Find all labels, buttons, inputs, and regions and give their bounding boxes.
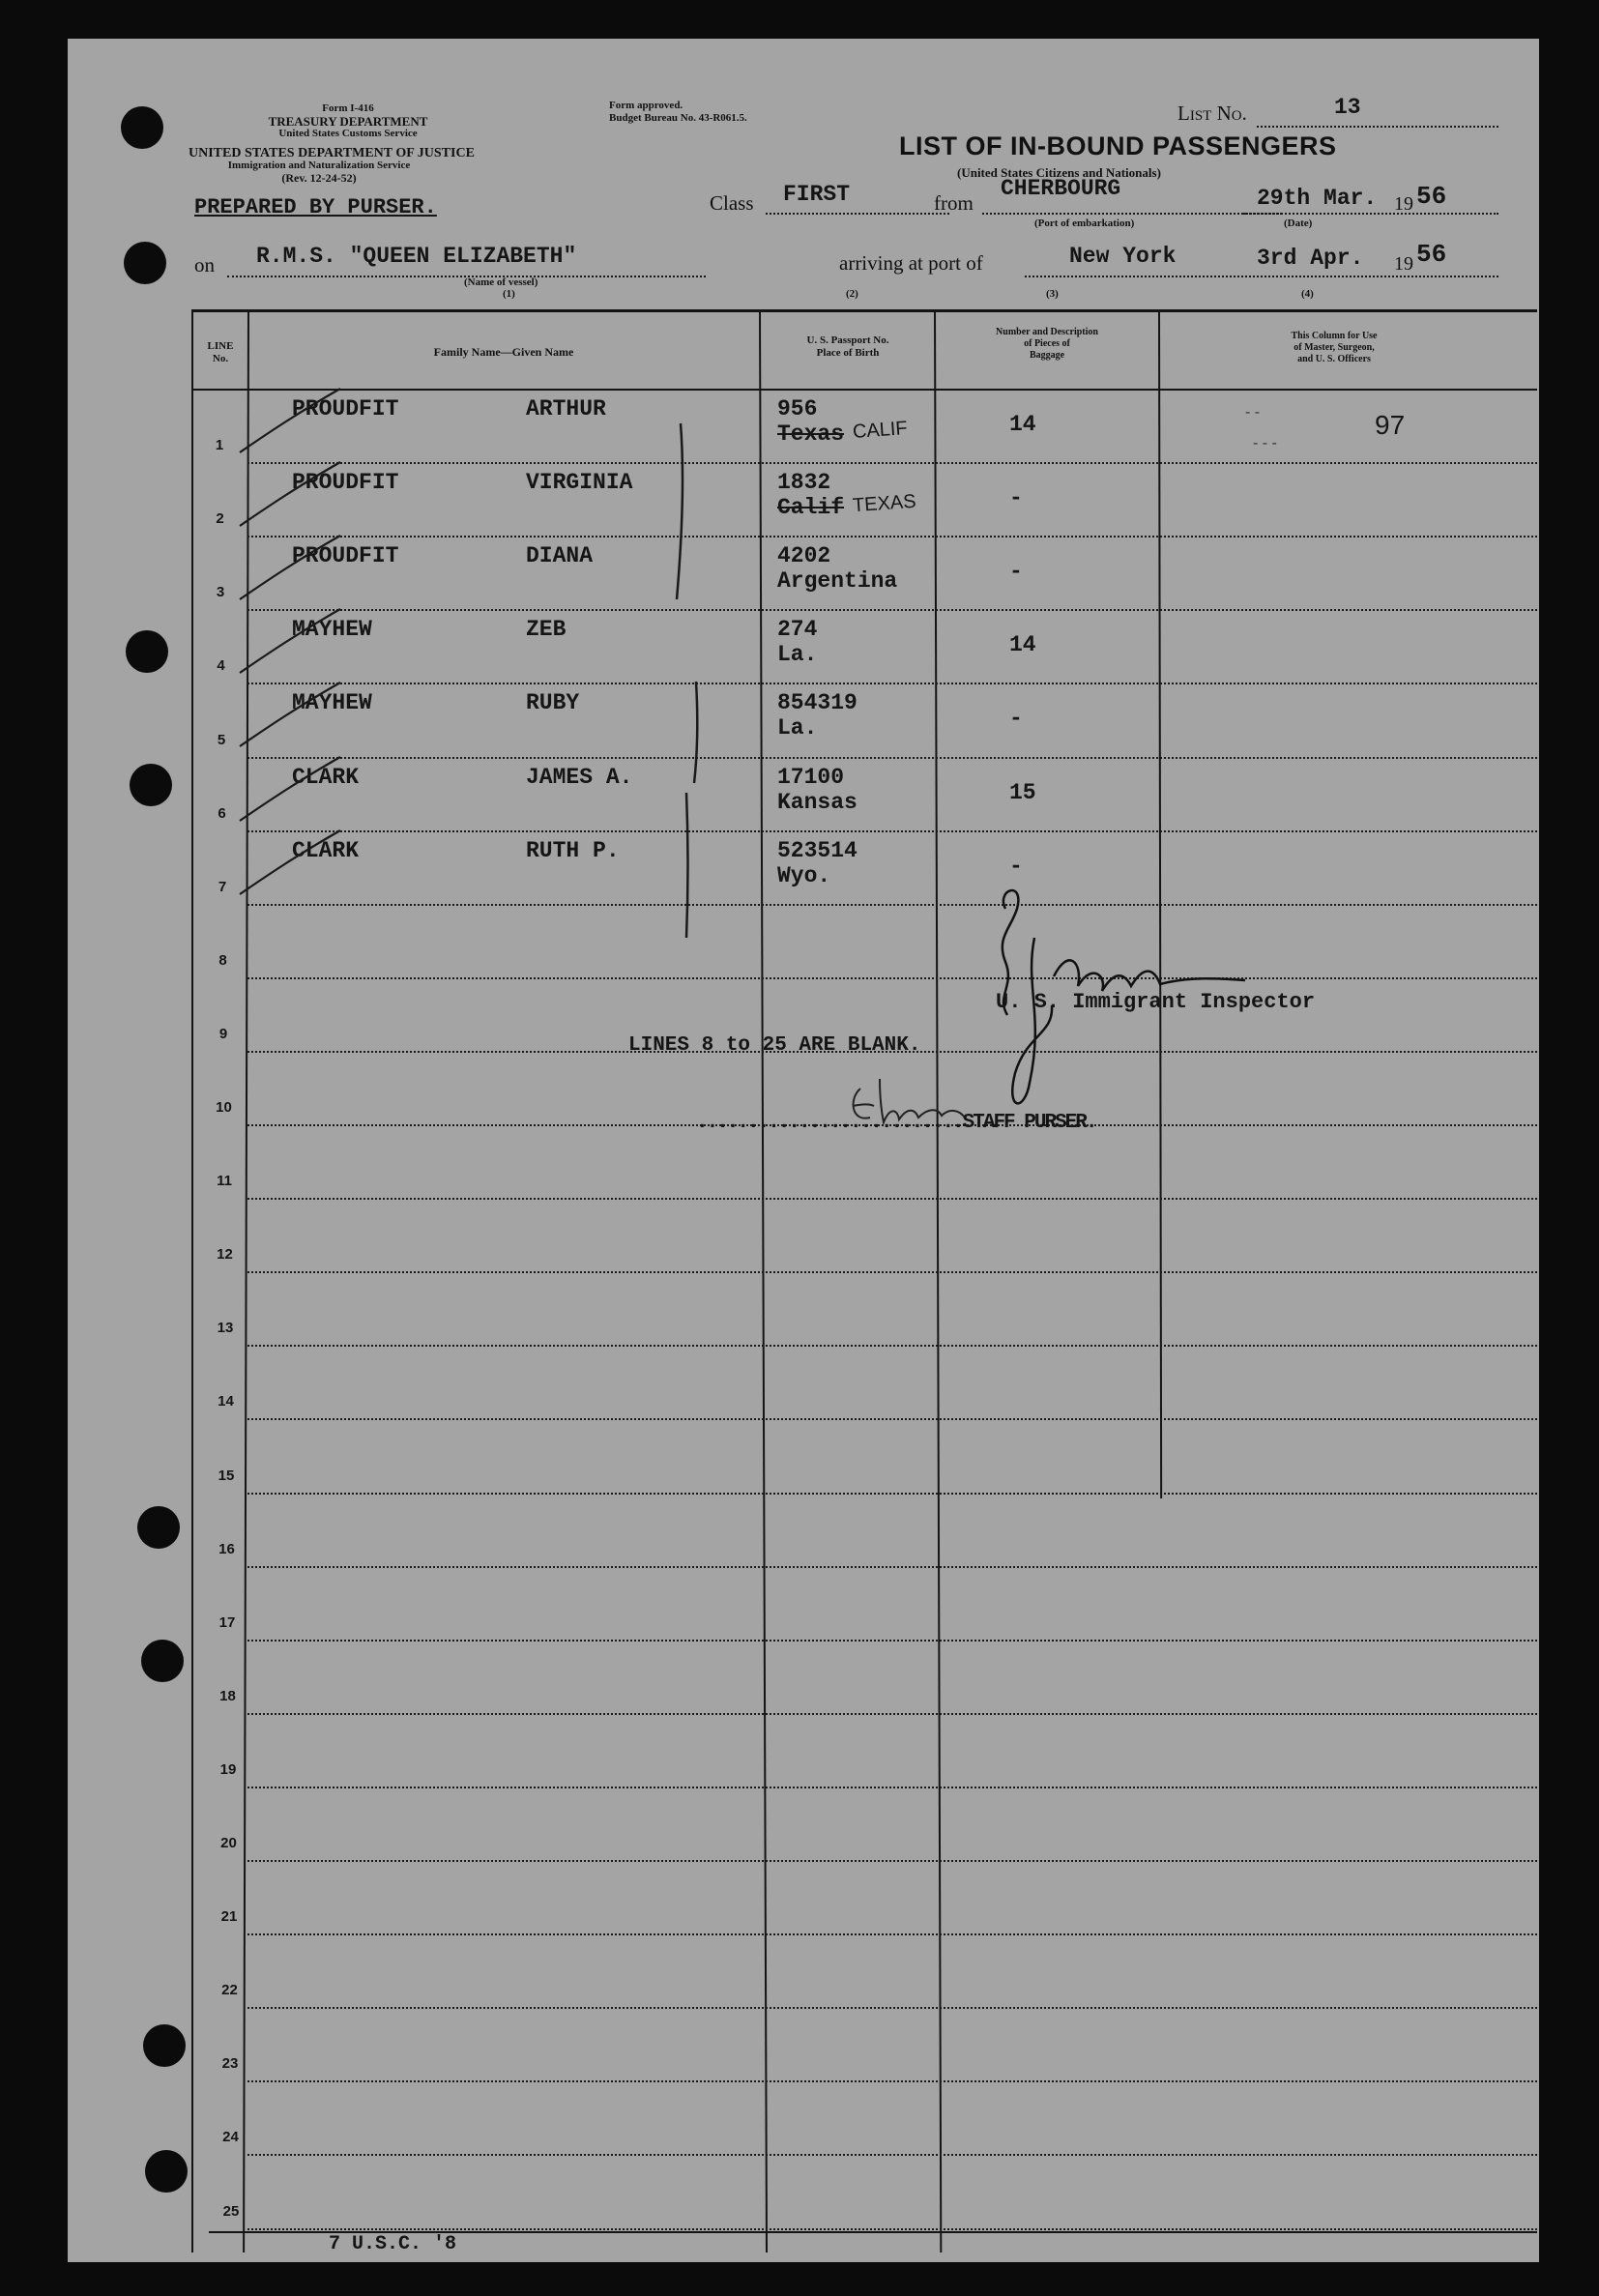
check-mark [232,825,348,902]
passport-number: 17100 [777,764,845,790]
caption-4: (4) [1301,288,1314,300]
passport-number: 274 [777,617,818,643]
birth-correction: TEXAS [852,490,917,517]
arrival-year-value: 56 [1416,240,1447,269]
row-rule [247,609,1537,611]
row-rule [247,683,1537,684]
arriving-label: arriving at port of [839,251,983,275]
form-approved: Form approved. [609,100,683,111]
caption-3: (3) [1046,288,1059,300]
port-caption: (Port of embarkation) [1034,218,1135,229]
given-name: ZEB [526,617,567,643]
dept-justice-block [189,146,475,185]
punch-hole [126,630,168,673]
place-of-birth: Argentina [777,568,898,595]
line-number: 15 [218,1467,235,1484]
form-number: Form I-416 [322,102,374,114]
list-no-value: 13 [1334,95,1361,120]
page-subtitle: (United States Citizens and Nationals) [957,165,1161,180]
row-rule [247,904,1537,906]
treasury-dept: TREASURY DEPARTMENT [268,114,428,129]
class-label: Class [710,191,754,215]
col-divider-name [759,309,768,2252]
given-name: VIRGINIA [526,470,633,496]
row-rule [247,1933,1537,1935]
arrival-port: New York [1069,244,1177,269]
line-number: 16 [218,1540,235,1557]
line-number: 13 [217,1320,234,1337]
passport-number: 854319 [777,690,858,716]
ins-service: Immigration and Naturalization Service [227,160,411,171]
place-of-birth: Texas [777,421,845,447]
row-rule [247,1345,1537,1347]
row-rule [247,1566,1537,1568]
inspector-title: U. S. Immigrant Inspector [996,990,1316,1014]
line-number: 21 [220,1908,238,1926]
passport-number: 1832 [777,470,831,496]
col-header-passport: U. S. Passport No. Place of Birth [806,334,889,359]
list-no-line [1257,126,1498,128]
arrival-year-prefix: 19 [1394,253,1413,275]
check-mark [232,456,348,534]
baggage-count: 14 [1009,412,1036,437]
vessel-caption: (Name of vessel) [464,276,538,288]
family-name: PROUDFIT [292,396,399,421]
punch-hole [137,1506,180,1549]
place-of-birth: La. [777,715,818,741]
arrival-date: 3rd Apr. [1257,246,1364,271]
col-header-name: Family Name—Given Name [433,345,574,359]
table-top-rule [191,309,1537,312]
row-rule [247,462,1537,464]
check-mark [232,383,348,460]
baggage-count: - [1009,853,1023,879]
line-number: 7 [218,878,227,895]
row-rule [247,1198,1537,1200]
punch-hole [121,106,163,149]
row-rule [247,977,1537,979]
col-header-officers: This Column for Use of Master, Surgeon, and U. S. Officers [1291,331,1378,364]
officer-note: 97 [1375,410,1406,440]
family-name: PROUDFIT [292,470,399,496]
punch-hole [145,2150,188,2193]
check-mark [232,530,348,607]
from-value: CHERBOURG [1001,176,1121,201]
place-of-birth: Wyo. [777,862,831,888]
col-divider-passport [934,309,942,2252]
date-caption: (Date) [1284,218,1313,229]
line-number: 2 [216,510,224,528]
line-number: 20 [220,1835,237,1851]
family-brackets [648,416,735,957]
punch-hole [143,2024,186,2067]
given-name: ARTHUR [526,396,606,421]
row-rule [247,2154,1537,2156]
revision-date: (Rev. 12-24-52) [281,171,357,185]
vessel-value: R.M.S. "QUEEN ELIZABETH" [256,244,577,269]
year-value: 56 [1416,182,1447,211]
arrival-line [1025,276,1498,277]
given-name: RUTH P. [526,837,620,863]
baggage-count: 14 [1009,632,1036,658]
line-number: 23 [221,2055,239,2073]
blank-lines-note: LINES 8 to 25 ARE BLANK. [628,1034,921,1057]
date-value: 29th Mar. [1257,186,1378,211]
officer-dash-2: - - - [1253,435,1277,451]
date-line [1243,213,1498,215]
family-name: CLARK [292,837,360,863]
customs-service: United States Customs Service [278,128,418,139]
baggage-count: - [1009,485,1023,511]
row-rule [247,1787,1537,1788]
row-rule [247,1713,1537,1715]
dept-justice: UNITED STATES DEPARTMENT OF JUSTICE [189,146,475,160]
budget-bureau: Budget Bureau No. 43-R061.5. [609,112,747,124]
given-name: DIANA [526,543,594,569]
line-number: 17 [218,1613,236,1631]
footer-code: 7 U.S.C. '8 [329,2233,457,2255]
punch-hole [141,1640,184,1682]
col-header-baggage: Number and Description of Pieces of Baggage [996,327,1098,361]
family-name: MAYHEW [292,617,372,643]
line-number: 12 [217,1246,233,1264]
family-name: MAYHEW [292,690,372,716]
line-number: 10 [216,1099,232,1116]
year-prefix: 19 [1394,193,1413,215]
passport-number: 4202 [777,543,831,569]
list-no-label: List No. [1177,102,1247,125]
passport-number: 956 [777,396,818,421]
row-rule [247,1640,1537,1642]
row-rule [247,1418,1537,1420]
row-rule [247,536,1537,538]
place-of-birth: La. [777,642,818,668]
line-number: 24 [222,2129,239,2146]
header-bottom-rule [191,389,1537,391]
row-rule [247,2228,1537,2230]
line-number: 9 [218,1025,228,1042]
on-label: on [194,253,215,276]
row-rule [247,757,1537,759]
line-number: 3 [216,584,225,601]
baggage-count: - [1009,706,1023,732]
caption-2: (2) [846,288,858,300]
col-header-line-no: LINE No. [207,340,234,364]
line-number: 18 [219,1687,236,1704]
given-name: JAMES A. [526,764,633,790]
baggage-count: - [1009,559,1023,585]
check-mark [232,751,348,828]
family-name: PROUDFIT [292,543,399,569]
birth-correction: CALIF [852,418,909,443]
given-name: RUBY [526,690,580,716]
place-of-birth: Calif [777,495,845,521]
punch-hole [124,242,166,284]
caption-1: (1) [503,288,515,300]
passport-number: 523514 [777,837,858,863]
form-approved-block [609,100,747,125]
line-number: 6 [218,804,226,822]
from-label: from [934,191,974,215]
line-number: 19 [219,1760,237,1778]
line-number: 22 [221,1982,238,1999]
row-rule [247,1493,1537,1495]
row-rule [247,1860,1537,1862]
line-number: 4 [217,657,225,675]
line-number: 25 [222,2202,240,2220]
line-number: 5 [217,731,226,748]
col-divider-left [191,309,193,2252]
line-number: 14 [218,1393,234,1410]
check-mark [232,677,348,754]
row-rule [247,2080,1537,2082]
place-of-birth: Kansas [777,789,858,815]
line-number: 11 [217,1173,232,1190]
row-rule [247,1271,1537,1273]
check-mark [232,603,348,681]
line-number: 8 [218,951,227,969]
page-title: LIST OF IN-BOUND PASSENGERS [899,131,1337,160]
family-name: CLARK [292,764,360,790]
punch-hole [130,764,172,806]
baggage-count: 15 [1009,779,1036,805]
prepared-by: PREPARED BY PURSER. [194,195,437,219]
row-rule [247,830,1537,832]
form-number-block [251,102,445,140]
class-value: FIRST [783,182,851,207]
from-line [982,213,1282,215]
row-rule [247,2007,1537,2009]
line-number: 1 [215,437,224,454]
class-line [766,213,949,215]
officer-dash-1: - - [1245,404,1261,421]
manifest-page [68,39,1539,2262]
staff-purser: ..........................STAFF PURSER. [696,1112,1096,1134]
